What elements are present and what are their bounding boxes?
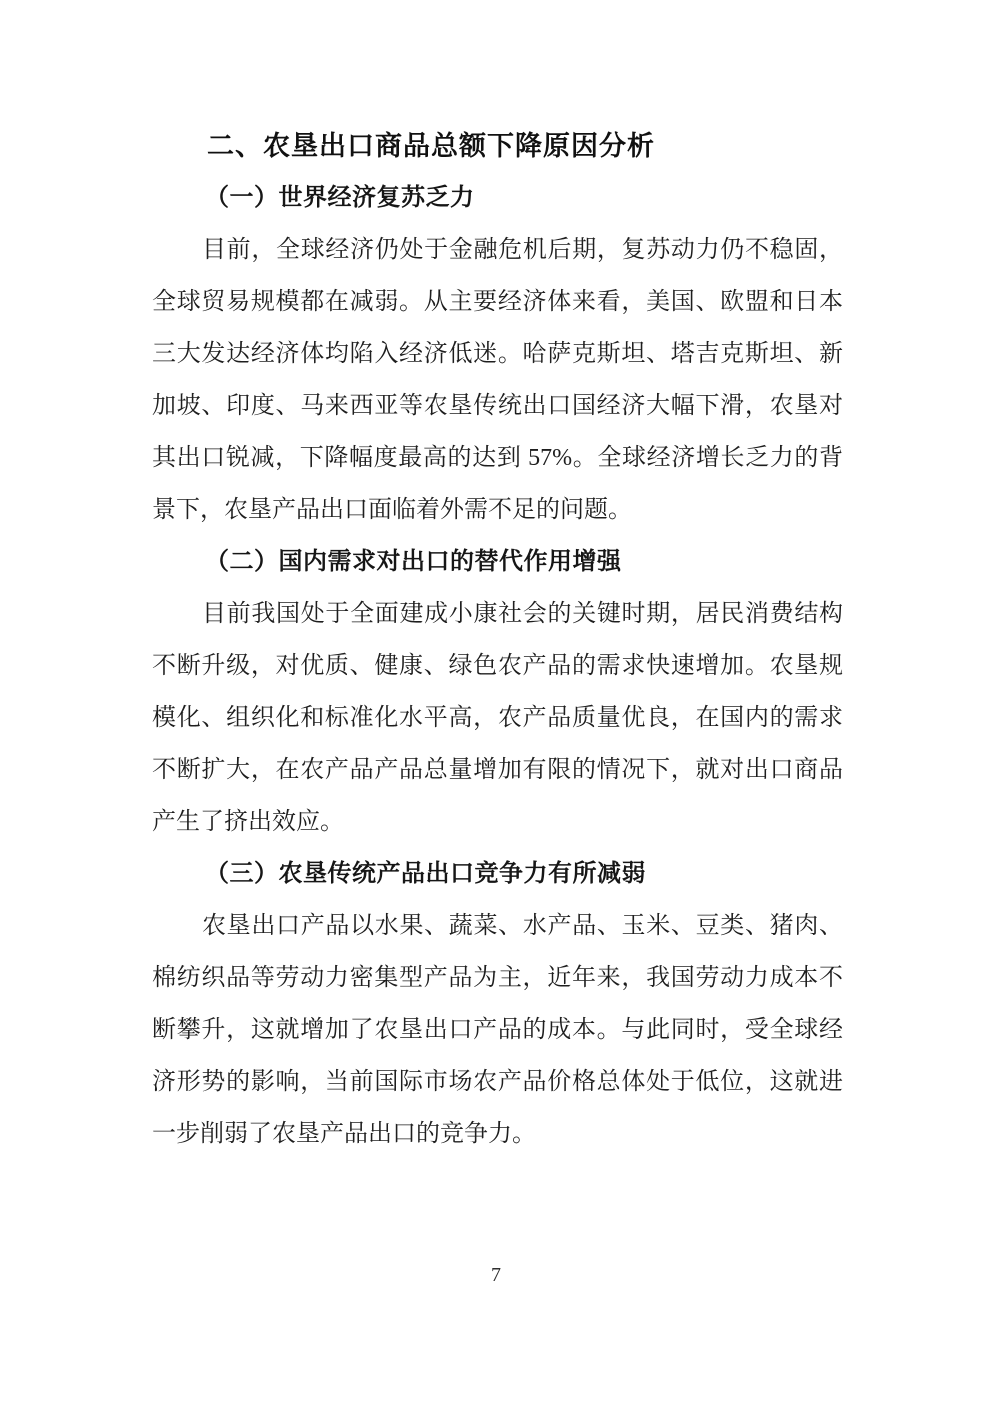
paragraph-3-line: 棉纺织品等劳动力密集型产品为主，近年来，我国劳动力成本不 [152, 965, 843, 991]
paragraph-3-line: 一步削弱了农垦产品出口的竞争力。 [152, 1121, 536, 1147]
paragraph-3-line: 农垦出口产品以水果、蔬菜、水产品、玉米、豆类、猪肉、 [202, 913, 843, 939]
paragraph-1-line: 三大发达经济体均陷入经济低迷。哈萨克斯坦、塔吉克斯坦、新 [152, 341, 843, 367]
paragraph-1-line: 加坡、印度、马来西亚等农垦传统出口国经济大幅下滑，农垦对 [152, 393, 843, 419]
paragraph-2-line: 不断扩大，在农产品产品总量增加有限的情况下，就对出口商品 [152, 757, 843, 783]
subheading-2: （二）国内需求对出口的替代作用增强 [205, 549, 622, 575]
paragraph-2-line: 模化、组织化和标准化水平高，农产品质量优良，在国内的需求 [152, 705, 843, 731]
section-heading: 二、农垦出口商品总额下降原因分析 [207, 131, 655, 161]
paragraph-1-line: 景下，农垦产品出口面临着外需不足的问题。 [152, 497, 632, 523]
subheading-3: （三）农垦传统产品出口竞争力有所减弱 [205, 861, 646, 887]
paragraph-3-line: 济形势的影响，当前国际市场农产品价格总体处于低位，这就进 [152, 1069, 843, 1095]
paragraph-1-line: 其出口锐减，下降幅度最高的达到 57%。全球经济增长乏力的背 [152, 445, 843, 471]
document-body [152, 120, 843, 1160]
page-number: 7 [491, 1264, 501, 1286]
paragraph-2-line: 不断升级，对优质、健康、绿色农产品的需求快速增加。农垦规 [152, 653, 843, 679]
paragraph-2-line: 产生了挤出效应。 [152, 809, 344, 835]
subheading-1: （一）世界经济复苏乏力 [205, 185, 475, 211]
paragraph-2-line: 目前我国处于全面建成小康社会的关键时期，居民消费结构 [202, 601, 843, 627]
paragraph-1-line: 目前，全球经济仍处于金融危机后期，复苏动力仍不稳固， [202, 237, 843, 263]
paragraph-1-line: 全球贸易规模都在减弱。从主要经济体来看，美国、欧盟和日本 [152, 289, 843, 315]
paragraph-3-line: 断攀升，这就增加了农垦出口产品的成本。与此同时，受全球经 [152, 1017, 843, 1043]
